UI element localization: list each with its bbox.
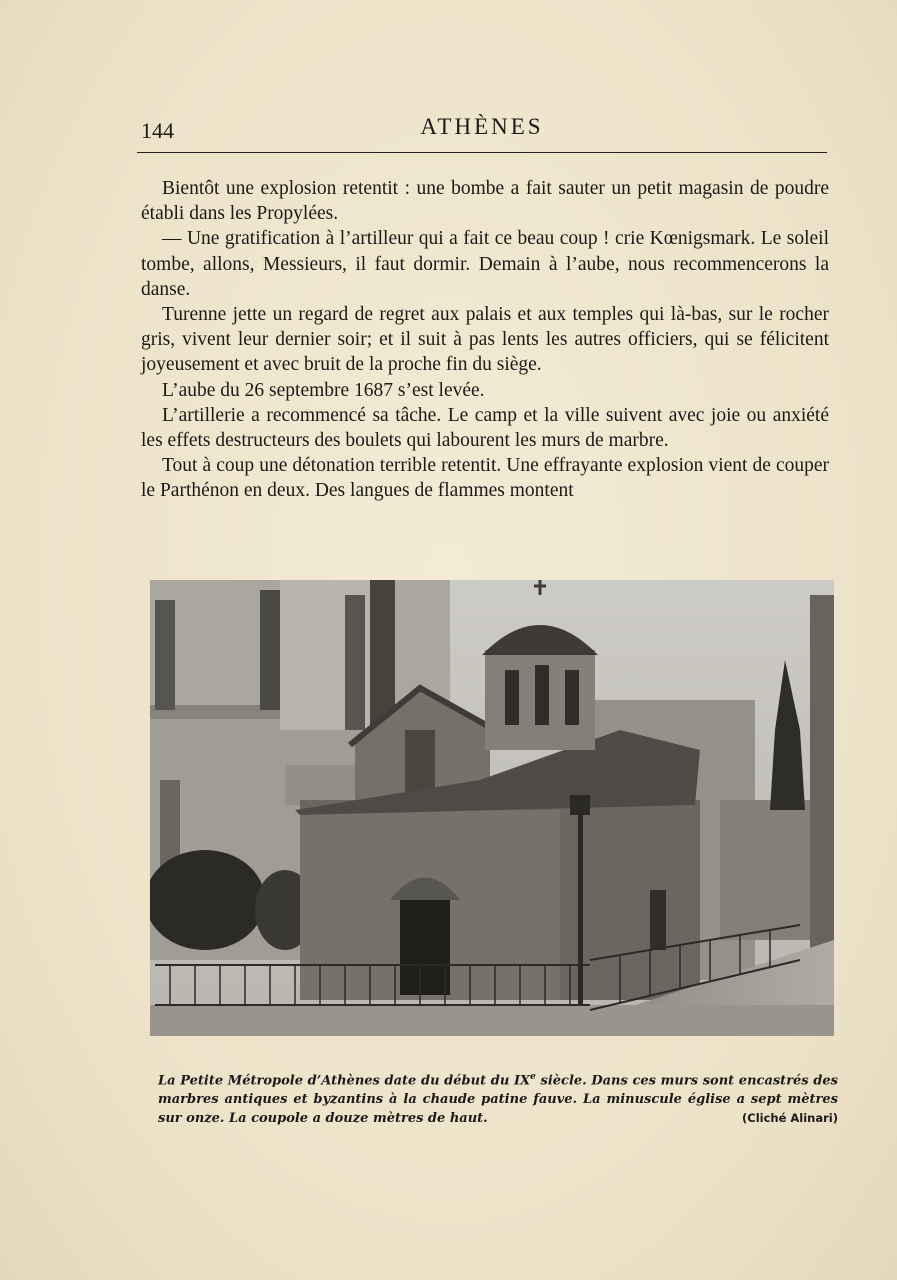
- paragraph: L’aube du 26 septembre 1687 s’est levée.: [162, 379, 485, 401]
- church-photograph-illustration: [150, 580, 834, 1036]
- photo-credit: (Cliché Alinari): [742, 1111, 838, 1126]
- caption-text-end: siècle. Dans ces murs sont encastrés des marbres antiques et byzantins à la chaude patine fauve. La minuscule église a sept mètres sur onze. La coupole a douze mètres de haut.: [158, 1073, 838, 1127]
- paragraph: L’artillerie a recommencé sa tâche. Le camp et la ville suivent avec joie ou anxiété les effets destructeurs des boulets qui labourent les murs de marbre.: [141, 404, 829, 452]
- page-header: [137, 112, 827, 153]
- photo-caption: [158, 1068, 838, 1128]
- page-number: 144: [141, 118, 174, 143]
- paragraph: Turenne jette un regard de regret aux palais et aux temples qui là-bas, sur le rocher gris, vivent leur dernier soir; et il suit à pas lents les autres officiers, qui se félicitent joyeusement et avec bruit de la proche fin du siège.: [141, 304, 829, 376]
- running-title: ATHÈNES: [420, 114, 544, 139]
- paragraph: Bientôt une explosion retentit : une bombe a fait sauter un petit magasin de poudre établi dans les Propylées.: [141, 178, 829, 225]
- paragraph: — Une gratification à l’artilleur qui a fait ce beau coup ! crie Kœnigsmark. Le soleil tombe, allons, Messieurs, il faut dormir. Demain à l’aube, nous recommencerons la danse.: [141, 228, 829, 300]
- body-text: [141, 176, 829, 504]
- caption-text-start: La Petite Métropole d’Athènes date du début du IX: [158, 1073, 531, 1089]
- church-photograph: [150, 580, 834, 1036]
- caption-superscript: e: [530, 1072, 536, 1082]
- paragraph: Tout à coup une détonation terrible retentit. Une effrayante explosion vient de couper le Parthénon en deux. Des langues de flammes montent: [141, 455, 829, 502]
